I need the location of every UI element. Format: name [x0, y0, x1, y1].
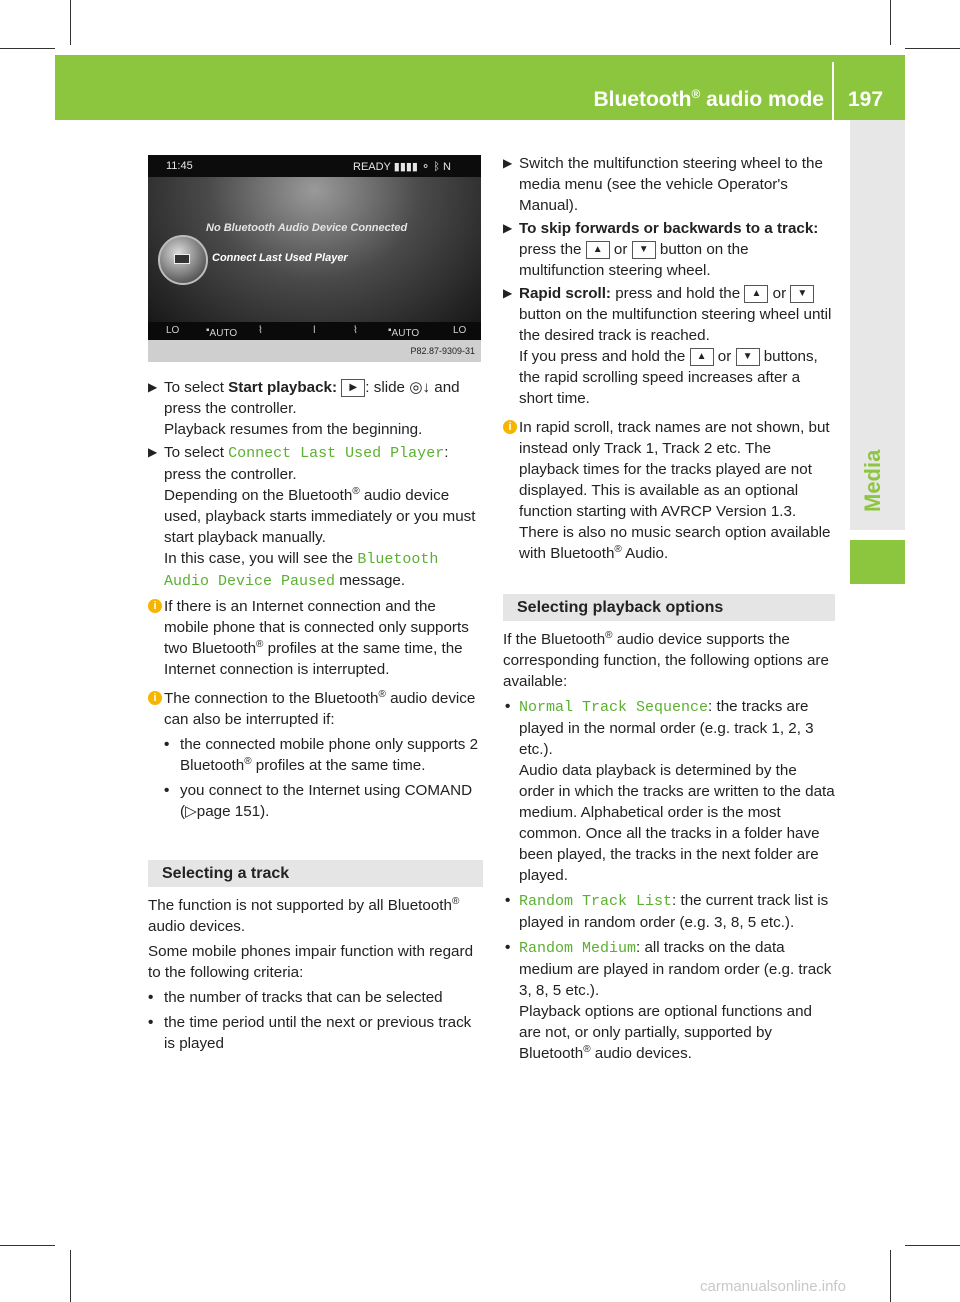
list-item: • the connected mobile phone only supports 2 Bluetooth® profiles at the same time. — [164, 736, 479, 774]
info-note: i In rapid scroll, track names are not shown, but instead only Track 1, Track 2 etc. The playback times for the tracks played are not displayed. This is available as an optional function starting with AVRCP Version 1.3. There is also no music search option available with Bluetooth® Audio. — [503, 417, 835, 564]
screen-time: 11:45 — [166, 160, 193, 172]
side-tab-label: Media — [860, 449, 885, 512]
fan-icon: ⌇ — [353, 325, 358, 336]
climate-label: LO — [166, 325, 180, 336]
climate-label: ▪ AUTO — [388, 325, 420, 339]
page-ref-icon: ▷ — [185, 803, 197, 820]
arrow-icon: ▶ — [503, 286, 513, 300]
screen-status: READY ▮▮▮▮ ⚬ ᛒ N — [353, 161, 451, 173]
paragraph: The function is not supported by all Bluetooth® audio devices. — [148, 895, 460, 935]
watermark: carmanualsonline.info — [700, 1278, 846, 1295]
step-start-playback: ▶ To select Start playback: ▶ : slide ◎↓ and press the controller. Playback resumes from the beginning. — [148, 379, 460, 438]
arrow-icon: ▶ — [503, 156, 513, 170]
figure-code: P82.87-9309-31 — [148, 340, 481, 362]
paragraph: If the Bluetooth® audio device supports the corresponding function, the following options are available: — [503, 629, 829, 690]
option-random-medium: • Random Medium: all tracks on the data medium are played in random order (e.g. track 3, 8, 5 etc.). Playback options are optional functions and are not, or only partially, supported by Bluetooth® audio devices. — [505, 939, 832, 1062]
player-icon — [174, 254, 190, 264]
side-tab-marker — [850, 540, 905, 584]
comand-screen-figure — [148, 155, 481, 362]
list-item: • the number of tracks that can be selected — [148, 989, 443, 1006]
crop-mark — [890, 0, 891, 45]
option-random-track-list: • Random Track List: the current track list is played in random order (e.g. 3, 8, 5 etc.). — [505, 892, 829, 931]
crop-mark — [0, 48, 55, 49]
step-rapid-scroll: ▶ Rapid scroll: press and hold the ▲ or ▼ button on the multifunction steering wheel until the desired track is reached. If you press and hold the ▲ or ▼ buttons, the rapid scrolling speed increases after a short time. — [503, 285, 832, 407]
right-column — [503, 153, 835, 1064]
step-switch-media: ▶ Switch the multifunction steering wheel to the media menu (see the vehicle Operator's Manual). — [503, 155, 823, 214]
up-button-icon: ▲ — [744, 285, 768, 303]
screen-option: Connect Last Used Player — [212, 252, 348, 264]
page-title: Bluetooth® audio mode — [593, 87, 824, 111]
up-button-icon: ▲ — [690, 348, 714, 366]
down-button-icon: ▼ — [632, 241, 656, 259]
crop-mark — [70, 1250, 71, 1302]
list-item: • you connect to the Internet using COMAND (▷page 151). — [164, 782, 473, 820]
bluetooth-icon: ᛒ — [433, 161, 440, 173]
left-column — [148, 377, 483, 1054]
step-skip-track: ▶ To skip forwards or backwards to a track: press the ▲ or ▼ button on the multifunction steering wheel. — [503, 220, 819, 279]
arrow-icon: ▶ — [503, 221, 513, 235]
down-button-icon: ▼ — [736, 348, 760, 366]
crop-mark — [890, 1250, 891, 1302]
info-icon: i — [503, 420, 517, 434]
arrow-icon: ▶ — [148, 445, 158, 459]
info-icon: i — [148, 691, 162, 705]
info-note: i The connection to the Bluetooth® audio device can also be interrupted if: — [148, 688, 483, 730]
list-item: • the time period until the next or previous track is played — [148, 1014, 472, 1052]
screen-status-bar — [148, 155, 481, 177]
header-divider — [832, 62, 834, 120]
paragraph: Some mobile phones impair function with regard to the following criteria: — [148, 943, 474, 981]
crop-mark — [905, 1245, 960, 1246]
info-note: i If there is an Internet connection and the mobile phone that is connected only supports two Bluetooth® profiles at the same time, the Internet connection is interrupted. — [148, 596, 483, 680]
crop-mark — [70, 0, 71, 45]
climate-label: ▪ AUTO — [206, 325, 238, 339]
option-normal-track-sequence: • Normal Track Sequence: the tracks are played in the normal order (e.g. track 1, 2, 3 etc.). Audio data playback is determined by the order in which the tracks are written to the data medium. Alphabetical order is the most common. Once all the tracks in a folder have been played, the tracks in the next folder are played. — [505, 698, 835, 884]
section-heading: Selecting a track — [148, 860, 483, 887]
screen-message: No Bluetooth Audio Device Connected — [206, 222, 408, 234]
fan-icon: ⌇ — [258, 325, 263, 336]
arrow-icon: ▶ — [148, 380, 158, 394]
crop-mark — [0, 1245, 55, 1246]
down-button-icon: ▼ — [790, 285, 814, 303]
page-number: 197 — [848, 88, 884, 111]
seat-icon: ǀ — [313, 325, 316, 336]
step-connect-player: ▶ To select Connect Last Used Player: press the controller. Depending on the Bluetooth® audio device used, playback starts immediately or you must start playback manually. In this case, you will see the Bluetooth Audio Device Paused message. — [148, 444, 476, 590]
controller-slide-icon: ◎↓ — [409, 379, 431, 396]
up-button-icon: ▲ — [586, 241, 610, 259]
climate-label: LO — [453, 325, 467, 336]
info-icon: i — [148, 599, 162, 613]
crop-mark — [905, 48, 960, 49]
screen-climate-bar — [148, 322, 481, 340]
play-icon: ▶ — [341, 379, 365, 397]
section-heading: Selecting playback options — [503, 594, 835, 621]
